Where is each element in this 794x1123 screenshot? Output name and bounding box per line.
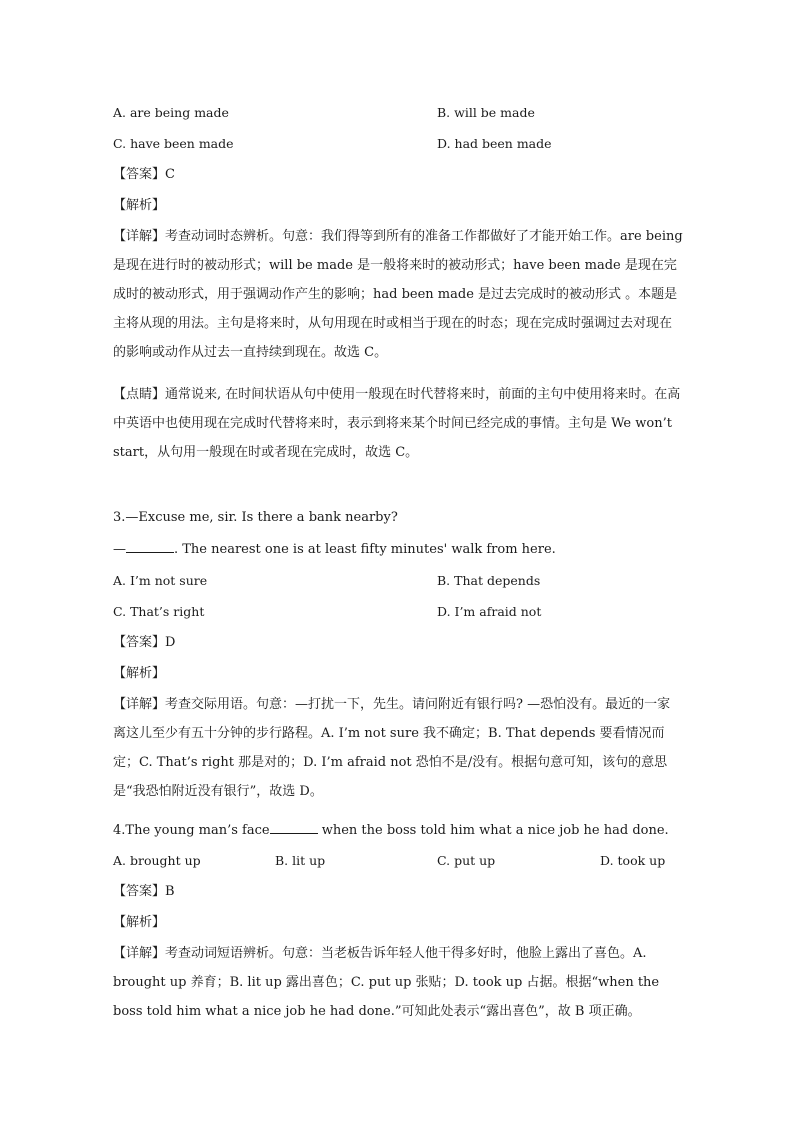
tip-label: 【点睛】 [113, 387, 166, 402]
q2-answer [113, 166, 175, 184]
answer-blank [126, 540, 174, 553]
q2-tip [113, 380, 683, 467]
q2-analysis-label [113, 197, 165, 215]
q2-option-c: C. have been made [113, 136, 234, 151]
answer-value: B [165, 884, 175, 899]
q4-answer [113, 883, 175, 901]
analysis-label: 【解析】 [113, 198, 166, 213]
q4-option-a: A. brought up [113, 853, 201, 868]
q4-option-c: C. put up [437, 853, 496, 868]
q4-stem [113, 821, 669, 840]
q2-option-d: D. had been made [437, 136, 552, 151]
q4-option-d: D. took up [600, 853, 666, 868]
q3-option-c: C. That’s right [113, 604, 205, 619]
analysis-label: 【解析】 [113, 915, 166, 930]
q4-analysis-label [113, 914, 165, 932]
q3-analysis-label [113, 665, 165, 683]
answer-label: 【答案】 [113, 884, 166, 899]
answer-label: 【答案】 [113, 635, 166, 650]
detail-text: 考查交际用语。句意：—打扰一下，先生。请问附近有银行吗? —恐怕没有。最近的一家离这儿至少有五十分钟的步行路程。A. I’m not sure 我不确定；B. That depends 要看情况而定；C. That’s right 那是对的；D. I’m afraid not 恐怕不是/没有。根据句意可知，该句的意思是“我恐怕附近没有银行”，故选 D。 [113, 697, 671, 799]
analysis-label: 【解析】 [113, 666, 166, 681]
answer-value: C [165, 167, 175, 182]
q2-detail [113, 222, 683, 367]
q4-option-b: B. lit up [275, 853, 326, 868]
answer-value: D [165, 635, 176, 650]
q3-stem-line1: 3.—Excuse me, sir. Is there a bank nearby? [113, 510, 398, 525]
q4-stem-prefix: 4.The young man’s face [113, 823, 270, 838]
detail-label: 【详解】 [113, 946, 166, 961]
q3-stem-suffix: . The nearest one is at least fifty minutes' walk from here. [174, 542, 556, 557]
q4-stem-suffix: when the boss told him what a nice job he had done. [321, 823, 669, 838]
q2-option-b: B. will be made [437, 105, 535, 120]
q3-detail [113, 690, 683, 806]
detail-label: 【详解】 [113, 697, 166, 712]
q2-option-a: A. are being made [113, 105, 229, 120]
answer-blank [270, 821, 318, 834]
tip-text: 通常说来, 在时间状语从句中使用一般现在时代替将来时，前面的主句中使用将来时。在高中英语中也使用现在完成时代替将来时，表示到将来某个时间已经完成的事情。主句是 We won’t start，从句用一般现在时或者现在完成时，故选 C。 [113, 387, 681, 460]
q4-detail [113, 939, 683, 1026]
q3-answer [113, 634, 175, 652]
detail-label: 【详解】 [113, 229, 166, 244]
answer-label: 【答案】 [113, 167, 166, 182]
q3-option-a: A. I’m not sure [113, 573, 208, 588]
detail-text: 考查动词短语辨析。句意：当老板告诉年轻人他干得多好时，他脸上露出了喜色。A. brought up 养育；B. lit up 露出喜色；C. put up 张贴；D. took up 占据。根据“when the boss told him what a nice job he had done.”可知此处表示“露出喜色”，故 B 项正确。 [113, 946, 660, 1019]
q3-option-d: D. I’m afraid not [437, 604, 542, 619]
q3-option-b: B. That depends [437, 573, 541, 588]
q3-stem-line2 [113, 540, 556, 559]
q3-stem-prefix: — [113, 542, 126, 557]
detail-text: 考查动词时态辨析。句意：我们得等到所有的准备工作都做好了才能开始工作。are being 是现在进行时的被动形式；will be made 是一般将来时的被动形式；have been made 是现在完成时的被动形式，用于强调动作产生的影响；had been made 是过去完成时的被动形式 。本题是主将从现的用法。主句是将来时，从句用现在时或相当于现在的时态；现在完成时强调过去对现在的影响或动作从过去一直持续到现在。故选 C。 [113, 229, 683, 360]
